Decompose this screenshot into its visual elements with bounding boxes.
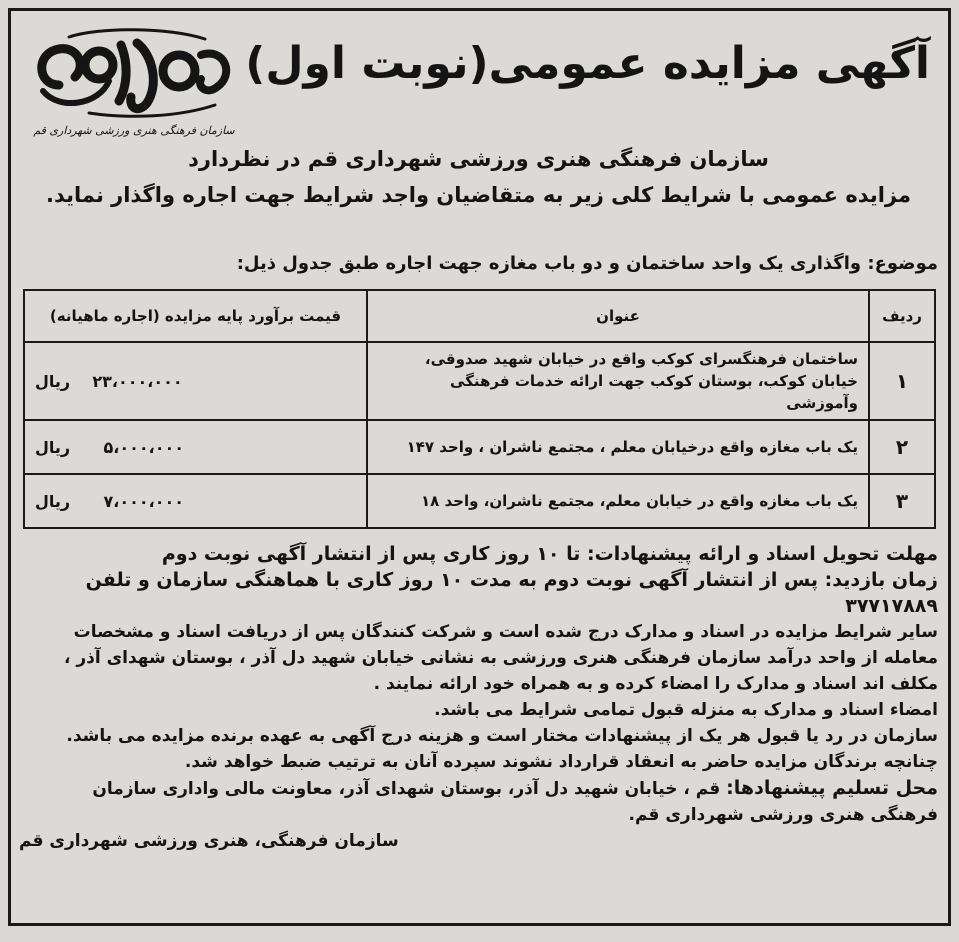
- logo-emblem-icon: [29, 25, 239, 119]
- conditions-line: مکلف اند اسناد و مدارک را امضاء کرده و به همراه خود ارائه نمایند .: [373, 674, 938, 694]
- table-row: [24, 342, 935, 420]
- price-amount: ۷،۰۰۰،۰۰۰: [103, 491, 185, 511]
- signature: سازمان فرهنگی، هنری ورزشی شهرداری قم: [19, 831, 399, 851]
- visit-phone: ۳۷۷۱۷۸۸۹: [845, 595, 938, 617]
- price-amount: ۵،۰۰۰،۰۰۰: [103, 437, 185, 457]
- subject-label: موضوع:: [867, 253, 938, 274]
- conditions-line: سایر شرایط مزایده در اسناد و مدارک درج شده است و شرکت کنندگان پس از دریافت اسناد و مشخصات: [73, 622, 938, 642]
- logo-caption: سازمان فرهنگی هنری ورزشی شهرداری قم: [33, 124, 235, 137]
- table-row: [24, 420, 935, 474]
- row-price: [24, 474, 367, 528]
- subject-text: واگذاری یک واحد ساختمان و دو باب مغازه جهت اجاره طبق جدول ذیل:: [236, 253, 868, 274]
- deadline-line: [19, 541, 938, 567]
- row-price: [24, 342, 367, 420]
- visit-label: زمان بازدید:: [824, 569, 938, 591]
- subject-line: [237, 249, 938, 279]
- delivery-line-2: فرهنگی هنری ورزشی شهرداری قم.: [628, 805, 938, 825]
- deadline-text: تا ۱۰ روز کاری پس از انتشار آگهی نوبت دوم: [161, 543, 588, 565]
- intro-paragraph: [19, 141, 938, 213]
- price-unit: ریال: [35, 491, 71, 511]
- row-title-line: ساختمان فرهنگسرای کوکب واقع در خیابان شهید صدوقی،: [424, 350, 858, 368]
- conditions-line: امضاء اسناد و مدارک به منزله قبول تمامی شرایط می باشد.: [434, 700, 938, 720]
- price-amount: ۲۳،۰۰۰،۰۰۰: [92, 371, 183, 391]
- price-unit: ریال: [35, 371, 71, 391]
- intro-line: سازمان فرهنگی هنری ورزشی شهرداری قم در نظردارد: [188, 147, 769, 171]
- notice-header: [11, 11, 948, 139]
- intro-line: مزایده عمومی با شرایط کلی زیر به متقاضیان واجد شرایط جهت اجاره واگذار نماید.: [45, 183, 911, 207]
- conditions-line: چنانچه برندگان مزایده حاضر به انعقاد قرارداد نشوند سپرده آنان به ترتیب ضبط خواهد شد.: [184, 752, 938, 772]
- price-unit: ریال: [35, 437, 71, 457]
- delivery-text: قم ، خیابان شهید دل آذر، بوستان شهدای آذر، معاونت مالی واداری سازمان: [92, 779, 727, 799]
- visit-line: [19, 567, 938, 593]
- row-number: ۲: [869, 420, 935, 474]
- row-title: یک باب مغازه واقع در خیابان معلم، مجتمع ناشران، واحد ۱۸: [367, 474, 869, 528]
- notice-title: آگهی مزایده عمومی(نوبت اول): [245, 38, 930, 89]
- row-price: [24, 420, 367, 474]
- visit-text: پس از انتشار آگهی نوبت دوم به مدت ۱۰ روز کاری با هماهنگی سازمان و تلفن: [85, 569, 825, 591]
- auction-table: [23, 289, 936, 529]
- row-title: یک باب مغازه واقع درخیابان معلم ، مجتمع ناشران ، واحد ۱۴۷: [367, 420, 869, 474]
- row-number: ۱: [869, 342, 935, 420]
- organization-logo: [29, 25, 239, 137]
- conditions-line: سازمان در رد یا قبول هر یک از پیشنهادات مختار است و هزینه درج آگهی به عهده برنده مزایده می باشد.: [66, 726, 938, 746]
- notice-body: [19, 541, 938, 854]
- header-title: عنوان: [367, 290, 869, 342]
- conditions-line: معامله از واحد درآمد سازمان فرهنگی هنری ورزشی به نشانی خیابان شهید دل آذر ، بوستان شهدای آذر ،: [63, 648, 938, 668]
- row-title-line: خیابان کوکب، بوستان کوکب جهت ارائه خدمات فرهنگی وآموزشی: [450, 372, 858, 412]
- table-header-row: [24, 290, 935, 342]
- table-row: [24, 474, 935, 528]
- header-price: قیمت برآورد پایه مزایده (اجاره ماهیانه): [24, 290, 367, 342]
- auction-notice: [8, 8, 951, 926]
- deadline-label: مهلت تحویل اسناد و ارائه پیشنهادات:: [587, 543, 938, 565]
- delivery-label: محل تسلیم پیشنهادها:: [726, 777, 938, 799]
- header-row-number: ردیف: [869, 290, 935, 342]
- delivery-line: [19, 775, 938, 802]
- row-number: ۳: [869, 474, 935, 528]
- row-title: [367, 342, 869, 420]
